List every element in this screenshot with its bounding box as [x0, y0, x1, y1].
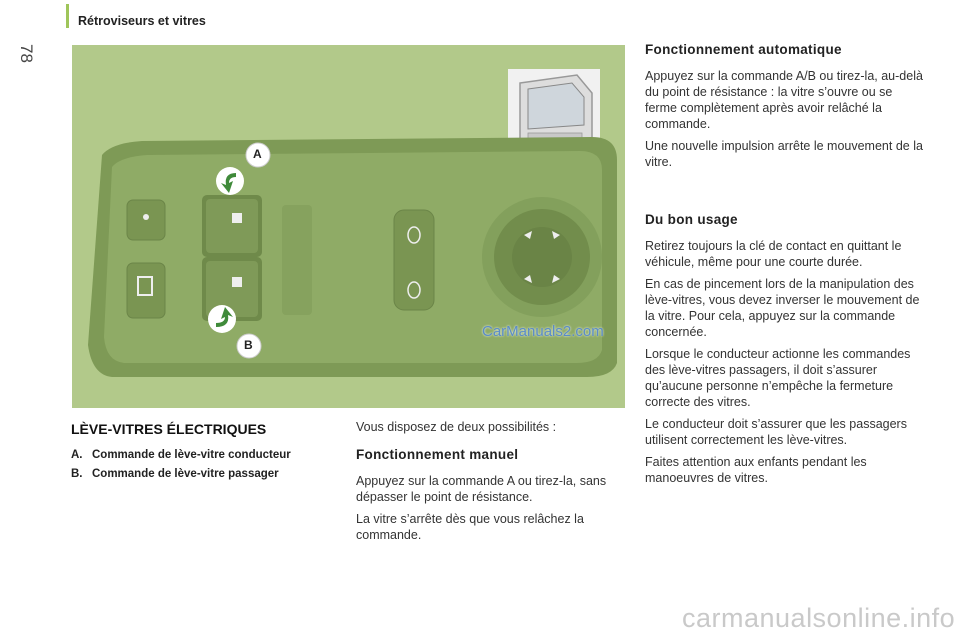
manual-paragraph: La vitre s’arrête dès que vous relâchez la commande. [356, 512, 584, 542]
auto-paragraph: Appuyez sur la commande A/B ou tirez-la, au-delà du point de résistance : la vitre s’ouvre ou se ferme complètement après avoir relâché la commande. [645, 69, 923, 131]
section-title: LÈVE-VITRES ÉLECTRIQUES [71, 421, 267, 437]
legend-item [71, 446, 291, 465]
intro-text: Vous disposez de deux possibilités : [356, 420, 557, 434]
arrow-down-icon [216, 167, 244, 195]
auto-paragraph: Une nouvelle impulsion arrête le mouvement de la vitre. [645, 139, 923, 169]
legend-text: Commande de lève-vitre conducteur [92, 449, 291, 461]
arrow-up-icon [208, 305, 236, 333]
auto-heading: Fonctionnement automatique [645, 42, 842, 57]
manual-heading: Fonctionnement manuel [356, 447, 519, 462]
legend-key: B. [71, 468, 83, 480]
figure-legend [71, 446, 291, 484]
window-switch-figure [72, 45, 625, 408]
figure-watermark: CarManuals2.com [482, 323, 604, 340]
middle-column [356, 419, 621, 549]
header-accent-bar [66, 4, 69, 28]
usage-heading: Du bon usage [645, 212, 738, 227]
usage-paragraph: Lorsque le conducteur actionne les commandes des lève-vitres passagers, il doit s’assurer qu’aucune personne n’empêche la fermeture correcte des vitres. [645, 347, 911, 409]
manual-paragraph: Appuyez sur la commande A ou tirez-la, sans dépasser le point de résistance. [356, 474, 607, 504]
usage-paragraph: Le conducteur doit s’assurer que les passagers utilisent correctement les lève-vitres. [645, 417, 907, 447]
usage-paragraph: En cas de pincement lors de la manipulation des lève-vitres, vous devez inverser le mouvement de la vitre. Pour cela, appuyez sur la commande concernée. [645, 277, 920, 339]
page-header: Rétroviseurs et vitres [78, 14, 206, 28]
label-a: A [253, 147, 262, 161]
legend-item [71, 465, 291, 484]
usage-paragraph: Faites attention aux enfants pendant les manoeuvres de vitres. [645, 455, 867, 485]
legend-key: A. [71, 449, 83, 461]
footer-watermark: carmanualsonline.info [682, 603, 956, 633]
usage-paragraph: Retirez toujours la clé de contact en quittant le véhicule, même pour une courte durée. [645, 239, 902, 269]
legend-text: Commande de lève-vitre passager [92, 468, 279, 480]
door-panel-illustration [72, 45, 625, 408]
label-b: B [244, 338, 253, 352]
mirror-selector-switch[interactable] [394, 210, 434, 310]
right-column [645, 42, 925, 492]
page-number: 78 [17, 44, 36, 63]
child-lock-button[interactable] [127, 263, 165, 318]
